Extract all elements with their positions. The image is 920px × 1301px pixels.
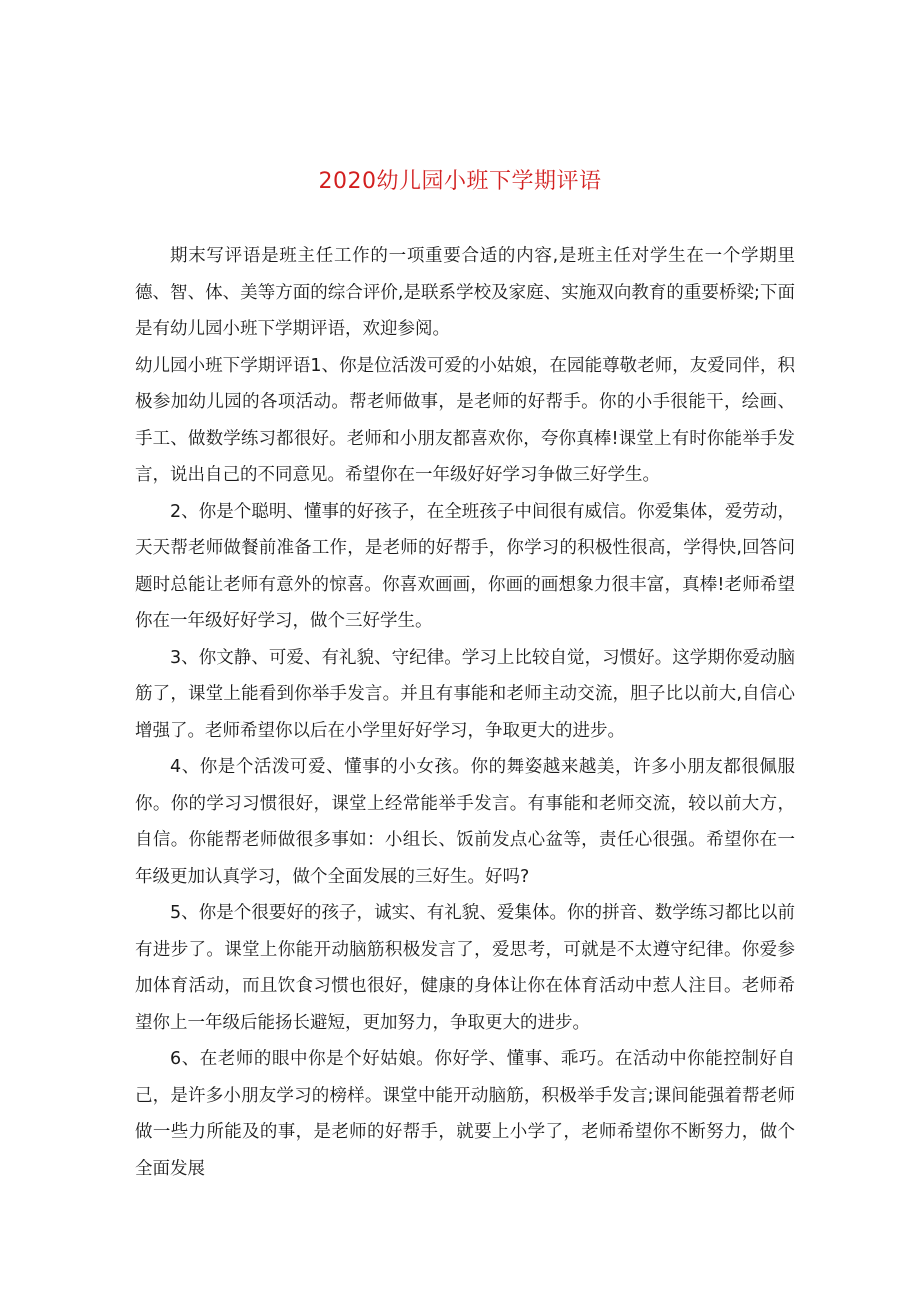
paragraph-comment-1: 幼儿园小班下学期评语1、你是位活泼可爱的小姑娘，在园能尊敬老师，友爱同伴，积极参加幼儿园的各项活动。帮老师做事，是老师的好帮手。你的小手很能干，绘画、手工、做数学练习都很好。老师和小朋友都喜欢你，夸你真棒!课堂上有时你能举手发言，说出自己的不同意见。希望你在一年级好好学习争做三好学生。 bbox=[135, 355, 795, 485]
paragraph-comment-2: 2、你是个聪明、懂事的好孩子，在全班孩子中间很有威信。你爱集体，爱劳动，天天帮老师做餐前准备工作，是老师的好帮手，你学习的积极性很高，学得快,回答问题时总能让老师有意外的惊喜。你喜欢画画，你画的画想象力很丰富，真棒!老师希望你在一年级好好学习，做个三好学生。 bbox=[135, 501, 795, 631]
paragraph-intro: 期末写评语是班主任工作的一项重要合适的内容,是班主任对学生在一个学期里德、智、体、美等方面的综合评价,是联系学校及家庭、实施双向教育的重要桥梁;下面是有幼儿园小班下学期评语，欢迎参阅。 bbox=[135, 246, 795, 339]
paragraph-comment-5: 5、你是个很要好的孩子，诚实、有礼貌、爱集体。你的拼音、数学练习都比以前有进步了。课堂上你能开动脑筋积极发言了，爱思考，可就是不太遵守纪律。你爱参加体育活动，而且饮食习惯也很好，健康的身体让你在体育活动中惹人注目。老师希望你上一年级后能扬长避短，更加努力，争取更大的进步。 bbox=[135, 903, 795, 1033]
paragraph-comment-4: 4、你是个活泼可爱、懂事的小女孩。你的舞姿越来越美，许多小朋友都很佩服你。你的学习习惯很好，课堂上经常能举手发言。有事能和老师交流，较以前大方，自信。你能帮老师做很多事如：小组长、饭前发点心盆等，责任心很强。希望你在一年级更加认真学习，做个全面发展的三好生。好吗? bbox=[135, 757, 795, 887]
document-body bbox=[135, 238, 795, 1187]
document-title: 2020幼儿园小班下学期评语 bbox=[318, 169, 602, 194]
paragraph-comment-3: 3、你文静、可爱、有礼貌、守纪律。学习上比较自觉，习惯好。这学期你爱动脑筋了，课堂上能看到你举手发言。并且有事能和老师主动交流，胆子比以前大,自信心增强了。老师希望你以后在小学里好好学习，争取更大的进步。 bbox=[135, 647, 795, 741]
paragraph-comment-6: 6、在老师的眼中你是个好姑娘。你好学、懂事、乖巧。在活动中你能控制好自己，是许多小朋友学习的榜样。课堂中能开动脑筋，积极举手发言;课间能强着帮老师做一些力所能及的事，是老师的好帮手，就要上小学了，老师希望你不断努力，做个全面发展 bbox=[135, 1049, 795, 1179]
